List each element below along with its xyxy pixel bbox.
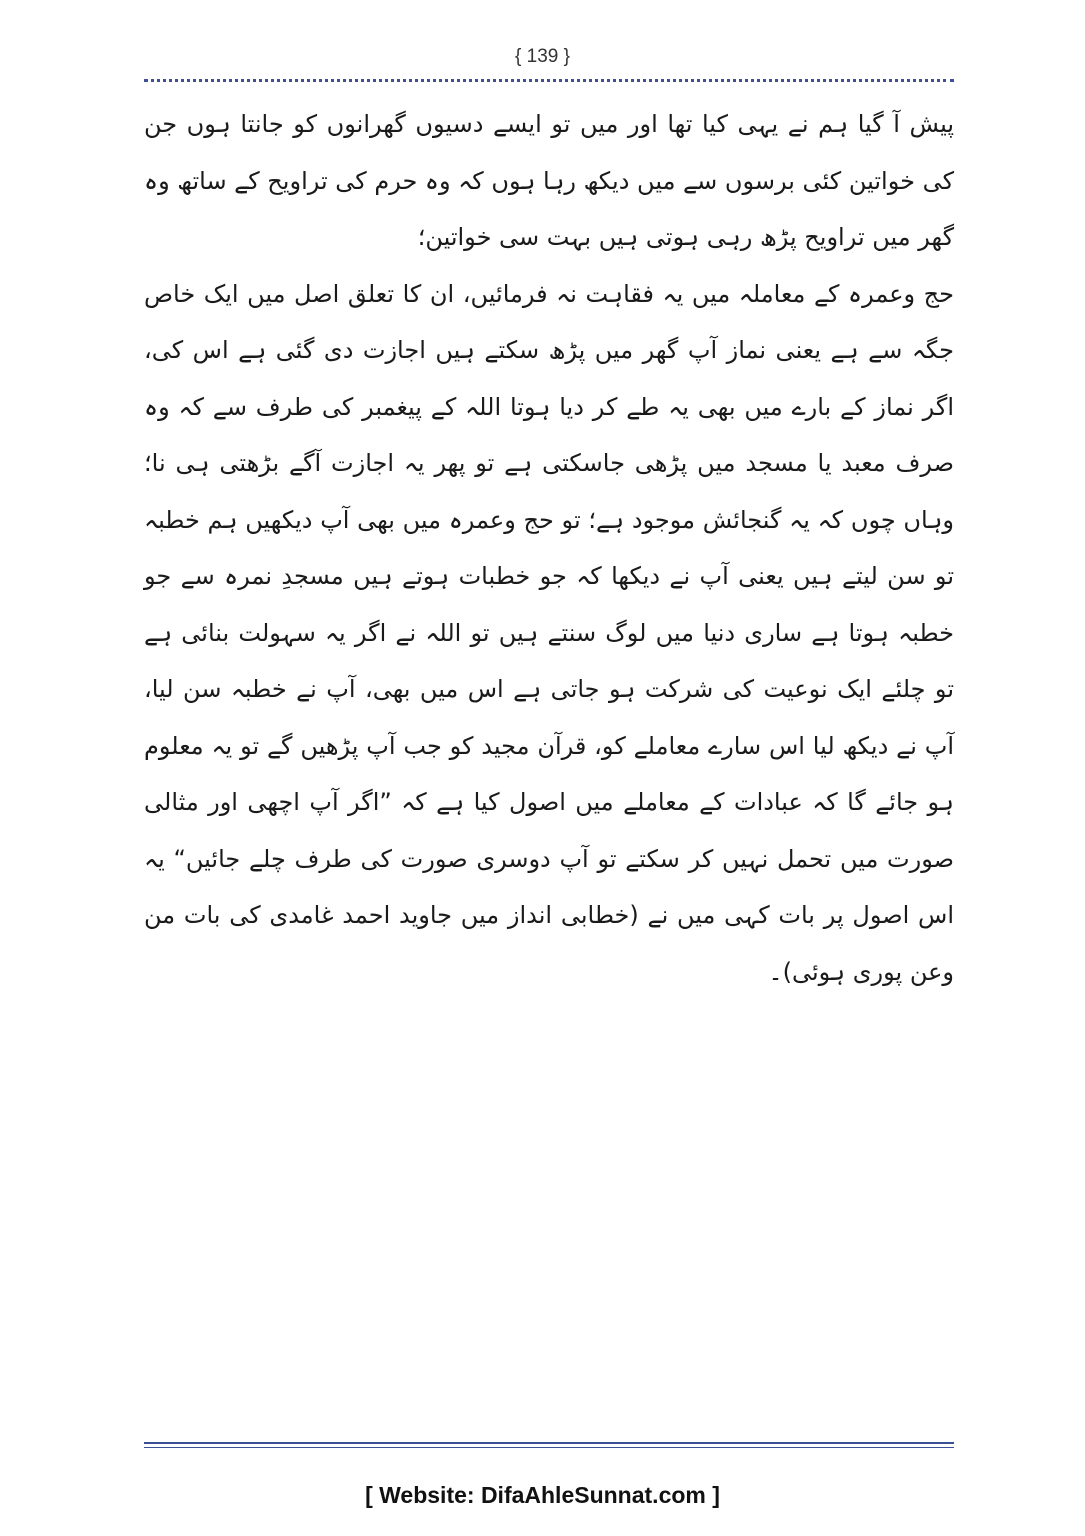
footer-divider	[144, 1442, 954, 1444]
page-number: { 139 }	[515, 46, 570, 67]
paragraph-2: حج وعمرہ کے معاملہ میں یہ فقاہت نہ فرمائیں، ان کا تعلق اصل میں ایک خاص جگہ سے ہے یعنی نماز آپ گھر میں پڑھ سکتے ہیں اجازت دی گئی ہے اس کی، اگر نماز کے بارے میں بھی یہ طے کر دیا ہوتا اللہ کے پیغمبر کی طرف سے کہ وہ صرف معبد یا مسجد میں پڑھی جاسکتی ہے تو پھر یہ اجازت آگے بڑھتی ہی نا؛ وہاں چوں کہ یہ گنجائش موجود ہے؛ تو حج وعمرہ میں بھی آپ دیکھیں ہم خطبہ تو سن لیتے ہیں یعنی آپ نے دیکھا کہ جو خطبات ہوتے ہیں مسجدِ نمرہ سے جو خطبہ ہوتا ہے ساری دنیا میں لوگ سنتے ہیں تو اللہ نے اگر یہ سہولت بنائی ہے تو چلئے ایک نوعیت کی شرکت ہو جاتی ہے اس میں بھی، آپ نے خطبہ سن لیا، آپ نے دیکھ لیا اس سارے معاملے کو، قرآن مجید کو جب آپ پڑھیں گے تو یہ معلوم ہو جائے گا کہ عبادات کے معاملے میں اصول کیا ہے کہ ”اگر آپ اچھی اور مثالی صورت میں تحمل نہیں کر سکتے تو آپ دوسری صورت کی طرف چلے جائیں“ یہ اس اصول پر بات کہی میں نے (خطابی انداز میں جاوید احمد غامدی کی بات من وعن پوری ہوئی)۔	[144, 279, 954, 986]
header-dotted-divider	[144, 79, 954, 82]
website-footer: [ Website: DifaAhleSunnat.com ]	[365, 1482, 720, 1508]
paragraph-1: پیش آ گیا ہم نے یہی کیا تھا اور میں تو ایسے دسیوں گھرانوں کو جانتا ہوں جن کی خواتین کئی برسوں سے میں دیکھ رہا ہوں کہ وہ حرم کی تراویح کے ساتھ وہ گھر میں تراویح پڑھ رہی ہوتی ہیں بہت سی خواتین؛	[144, 110, 955, 251]
page-body	[144, 96, 954, 1000]
footer-divider-thin	[144, 1447, 954, 1448]
